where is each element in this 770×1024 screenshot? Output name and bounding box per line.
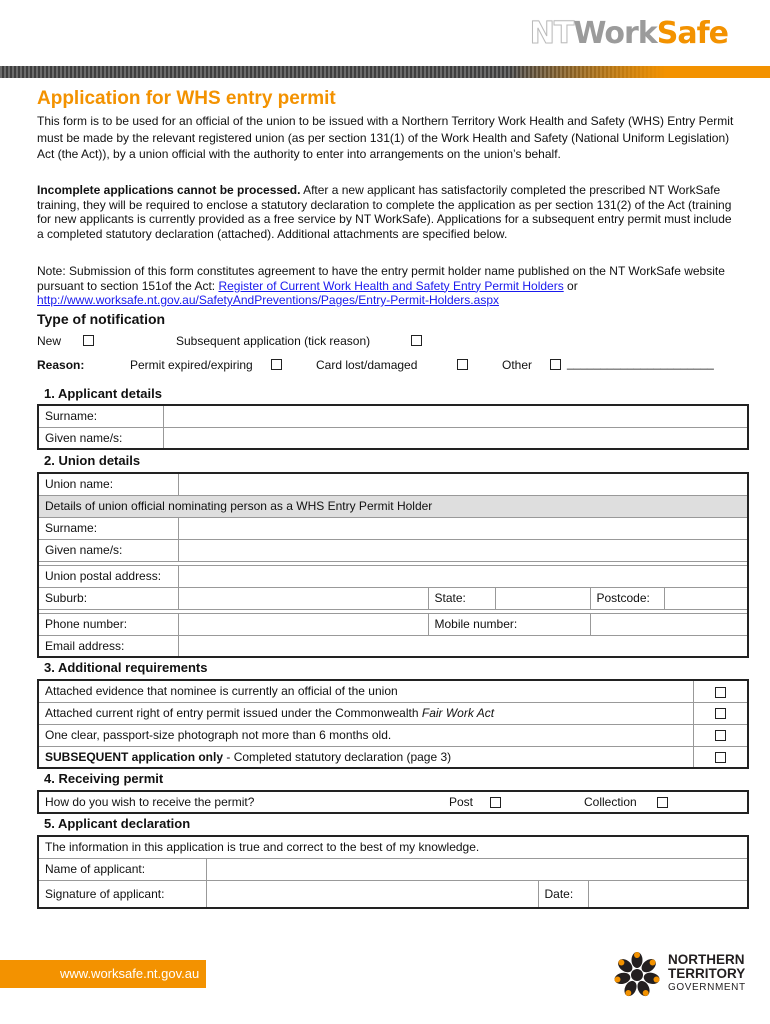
subsequent-checkbox[interactable] — [411, 335, 422, 346]
applicant-surname-label: Surname: — [38, 405, 163, 427]
signature-input[interactable] — [206, 880, 538, 908]
lost-checkbox[interactable] — [457, 359, 468, 370]
email-label: Email address: — [38, 635, 178, 657]
expired-label: Permit expired/expiring — [130, 358, 253, 372]
intro-paragraph-1: This form is to be used for an official of the union to be issued with a Northern Territory Work Health and Safety (WHS) Entry Permit must be made by the relevant registered union (as per section 131(1) of the Work Health and Safety (National Uniform Legislation) Act (the Act)), by a union official with the authority to enter into arrangements on the union’s behalf. — [37, 114, 734, 161]
suburb-input[interactable] — [178, 587, 428, 609]
requirement-3-checkbox[interactable] — [715, 730, 726, 741]
entry-permit-holders-link[interactable]: http://www.worksafe.nt.gov.au/SafetyAndPreventions/Pages/Entry-Permit-Holders.aspx — [37, 293, 499, 307]
requirement-4-checkbox[interactable] — [715, 752, 726, 763]
declaration-table — [37, 835, 749, 909]
state-label: State: — [428, 587, 495, 609]
date-label: Date: — [538, 880, 588, 908]
section-3-heading: 3. Additional requirements — [44, 660, 208, 675]
requirement-2-label: Attached current right of entry permit issued under the Commonwealth Fair Work Act — [38, 702, 693, 724]
collection-checkbox[interactable] — [657, 797, 668, 808]
applicant-given-label: Given name/s: — [38, 427, 163, 449]
requirement-2-checkbox[interactable] — [715, 708, 726, 719]
requirement-3-label: One clear, passport-size photograph not more than 6 months old. — [38, 724, 693, 746]
postal-address-label: Union postal address: — [38, 565, 178, 587]
page-title: Application for WHS entry permit — [37, 88, 336, 109]
official-surname-label: Surname: — [38, 517, 178, 539]
postcode-label: Postcode: — [590, 587, 664, 609]
collection-label: Collection — [584, 795, 637, 809]
official-surname-input[interactable] — [178, 517, 748, 539]
postcode-input[interactable] — [664, 587, 748, 609]
email-input[interactable] — [178, 635, 748, 657]
suburb-label: Suburb: — [38, 587, 178, 609]
subsequent-label: Subsequent application (tick reason) — [176, 334, 371, 348]
date-input[interactable] — [588, 880, 748, 908]
footer-url[interactable]: www.worksafe.nt.gov.au — [60, 966, 200, 981]
requirements-table — [37, 679, 749, 769]
phone-label: Phone number: — [38, 613, 178, 635]
new-checkbox[interactable] — [83, 335, 94, 346]
section-1-heading: 1. Applicant details — [44, 386, 162, 401]
receiving-table — [37, 790, 749, 814]
applicant-name-input[interactable] — [206, 858, 748, 880]
union-name-label: Union name: — [38, 473, 178, 495]
applicant-given-input[interactable] — [163, 427, 748, 449]
phone-input[interactable] — [178, 613, 428, 635]
official-given-input[interactable] — [178, 539, 748, 561]
applicant-details-table — [37, 404, 749, 450]
section-5-heading: 5. Applicant declaration — [44, 816, 191, 831]
intro-paragraph-2: Incomplete applications cannot be processed. After a new applicant has satisfactorily completed the prescribed NT WorkSafe training, they will be required to enclose a statutory declaration to complete the application as per section 131(2) of the Act (training for new applicants is currently provided as a free service by NT WorkSafe). Applications for a subsequent entry permit must include a completed statutory declaration (attached). Additional attachments are specified below. — [37, 183, 732, 241]
lost-label: Card lost/damaged — [316, 358, 418, 372]
applicant-name-label: Name of applicant: — [38, 858, 206, 880]
receive-question: How do you wish to receive the permit? — [38, 791, 443, 813]
postal-address-input[interactable] — [178, 565, 748, 587]
intro-paragraph-3: Note: Submission of this form constitutes agreement to have the entry permit holder name published on the NT WorkSafe website pursuant to section 151of the Act: Register of Current Work Health and Safety Entry Permit Holders or http://www.worksafe.nt.gov.au/SafetyAndPreventions/Pages/Entry-Permit-Holders.aspx — [37, 264, 725, 307]
requirement-4-label: SUBSEQUENT application only - Completed statutory declaration (page 3) — [38, 746, 693, 768]
union-official-subheading: Details of union official nominating person as a WHS Entry Permit Holder — [38, 495, 748, 517]
other-label: Other — [502, 358, 533, 372]
requirement-1-checkbox[interactable] — [715, 687, 726, 698]
union-details-table — [37, 472, 749, 658]
official-given-label: Given name/s: — [38, 539, 178, 561]
post-checkbox[interactable] — [490, 797, 501, 808]
register-link[interactable]: Register of Current Work Health and Safety Entry Permit Holders — [218, 278, 564, 293]
signature-label: Signature of applicant: — [38, 880, 206, 908]
declaration-statement: The information in this application is true and correct to the best of my knowledge. — [38, 836, 748, 858]
other-reason-line[interactable]: ______________________ — [567, 356, 714, 370]
ntg-flower-icon — [612, 950, 666, 1000]
notification-heading: Type of notification — [37, 311, 166, 327]
union-name-input[interactable] — [178, 473, 748, 495]
nt-worksafe-logo: NTWorkSafe — [529, 16, 728, 51]
reason-label: Reason: — [37, 358, 85, 372]
post-label: Post — [449, 795, 474, 809]
section-2-heading: 2. Union details — [44, 453, 141, 468]
applicant-surname-input[interactable] — [163, 405, 748, 427]
header-bar-accent — [510, 66, 770, 78]
mobile-label: Mobile number: — [428, 613, 590, 635]
mobile-input[interactable] — [590, 613, 748, 635]
section-4-heading: 4. Receiving permit — [44, 771, 164, 786]
other-checkbox[interactable] — [550, 359, 561, 370]
state-input[interactable] — [495, 587, 590, 609]
expired-checkbox[interactable] — [271, 359, 282, 370]
ntg-logo-text: NORTHERN TERRITORY GOVERNMENT — [668, 952, 746, 993]
requirement-1-label: Attached evidence that nominee is currently an official of the union — [38, 680, 693, 702]
new-label: New — [37, 334, 62, 348]
